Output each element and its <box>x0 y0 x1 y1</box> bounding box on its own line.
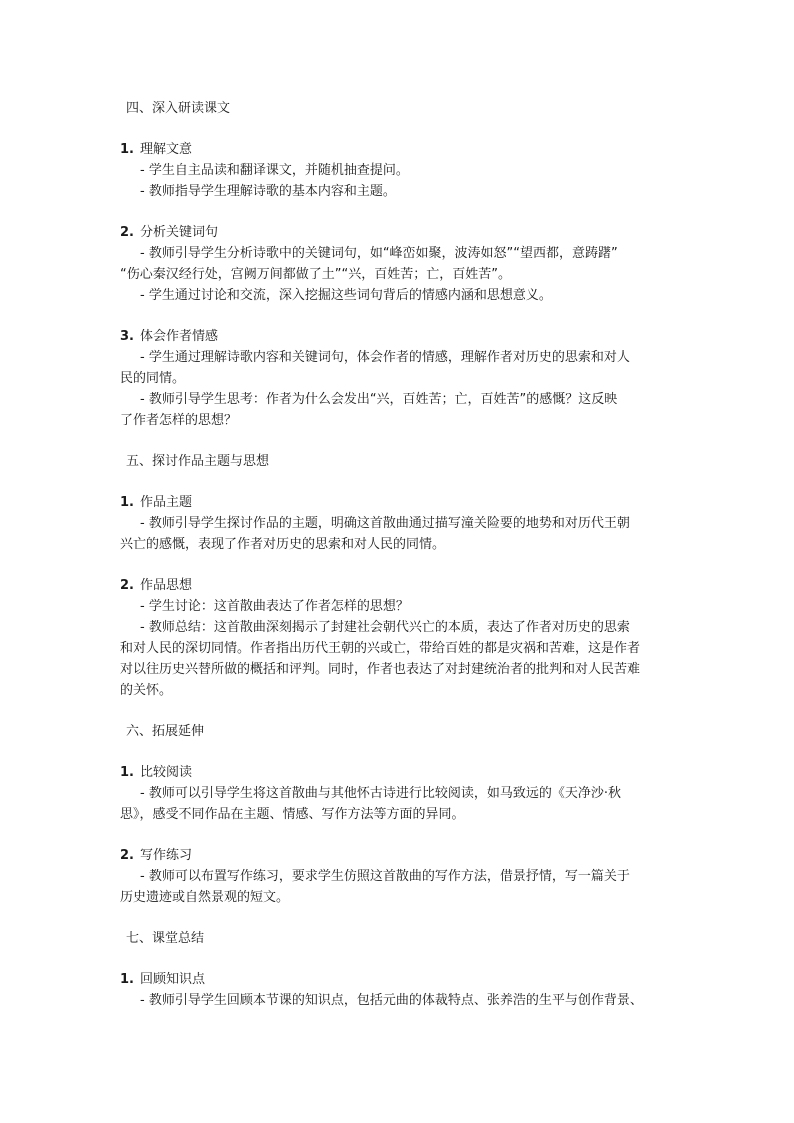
subsection-number: 3. <box>120 329 134 344</box>
continuation-line: 兴亡的感慨，表现了作者对历史的思索和对人民的同情。 <box>120 537 446 552</box>
section-heading: 七、课堂总结 <box>126 931 205 946</box>
continuation-line: 的关怀。 <box>120 683 173 698</box>
bullet-line: - 学生讨论：这首散曲表达了作者怎样的思想？ <box>140 599 409 614</box>
subsection-label: 体会作者情感 <box>139 329 218 344</box>
bullet-line: - 教师引导学生回顾本节课的知识点，包括元曲的体裁特点、张养浩的生平与创作背景、 <box>140 993 643 1008</box>
subsection-label: 作品思想 <box>139 578 192 593</box>
bullet-line: - 教师总结：这首散曲深刻揭示了封建社会朝代兴亡的本质，表达了作者对历史的思索 <box>140 620 630 635</box>
subsection-number: 1. <box>120 495 134 510</box>
bullet-line: - 教师引导学生分析诗歌中的关键词句，如“峰峦如聚，波涛如怒”“望西都，意踌躇” <box>140 246 618 261</box>
subsection-heading <box>120 492 682 513</box>
subsection-number: 2. <box>120 848 134 863</box>
continuation-line: 民的同情。 <box>120 371 186 386</box>
subsection-heading <box>120 575 682 596</box>
subsection-number: 2. <box>120 225 134 240</box>
subsection-label: 比较阅读 <box>139 765 192 780</box>
subsection-label: 回顾知识点 <box>139 972 205 987</box>
subsection-heading <box>120 969 682 990</box>
bullet-line: - 教师可以布置写作练习，要求学生仿照这首散曲的写作方法，借景抒情，写一篇关于 <box>140 869 630 884</box>
section-heading: 五、探讨作品主题与思想 <box>126 454 270 469</box>
bullet-line: - 教师指导学生理解诗歌的基本内容和主题。 <box>140 184 396 199</box>
subsection-number: 2. <box>120 578 134 593</box>
continuation-line: 了作者怎样的思想？ <box>120 413 238 428</box>
continuation-line: 和对人民的深切同情。作者指出历代王朝的兴或亡，带给百姓的都是灾祸和苦难，这是作者 <box>120 641 641 656</box>
bullet-line: - 教师引导学生思考：作者为什么会发出“兴，百姓苦；亡，百姓苦”的感慨？这反映 <box>140 392 618 407</box>
bullet-line: - 学生通过讨论和交流，深入挖掘这些词句背后的情感内涵和思想意义。 <box>140 288 552 303</box>
bullet-line: - 教师引导学生探讨作品的主题，明确这首散曲通过描写潼关险要的地势和对历代王朝 <box>140 516 630 531</box>
subsection-label: 分析关键词句 <box>139 225 218 240</box>
continuation-line: 思》，感受不同作品在主题、情感、写作方法等方面的异同。 <box>120 807 465 822</box>
continuation-line: 历史遗迹或自然景观的短文。 <box>120 890 290 905</box>
bullet-line: - 学生自主品读和翻译课文，并随机抽查提问。 <box>140 163 409 178</box>
subsection-heading <box>120 139 682 160</box>
continuation-line: “伤心秦汉经行处，宫阙万间都做了土”“兴，百姓苦；亡，百姓苦”。 <box>120 267 511 282</box>
subsection-label: 写作练习 <box>139 848 192 863</box>
subsection-heading <box>120 845 682 866</box>
subsection-heading <box>120 326 682 347</box>
section-heading: 四、深入研读课文 <box>126 101 231 116</box>
bullet-line: - 学生通过理解诗歌内容和关键词句，体会作者的情感，理解作者对历史的思索和对人 <box>140 350 630 365</box>
section-heading: 六、拓展延伸 <box>126 724 205 739</box>
subsection-number: 1. <box>120 972 134 987</box>
subsection-label: 作品主题 <box>139 495 192 510</box>
subsection-heading <box>120 222 682 243</box>
subsection-number: 1. <box>120 142 134 157</box>
subsection-number: 1. <box>120 765 134 780</box>
subsection-heading <box>120 762 682 783</box>
bullet-line: - 教师可以引导学生将这首散曲与其他怀古诗进行比较阅读，如马致远的《天净沙·秋 <box>140 786 621 801</box>
continuation-line: 对以往历史兴替所做的概括和评判。同时，作者也表达了对封建统治者的批判和对人民苦难 <box>120 662 641 677</box>
subsection-label: 理解文意 <box>139 142 192 157</box>
